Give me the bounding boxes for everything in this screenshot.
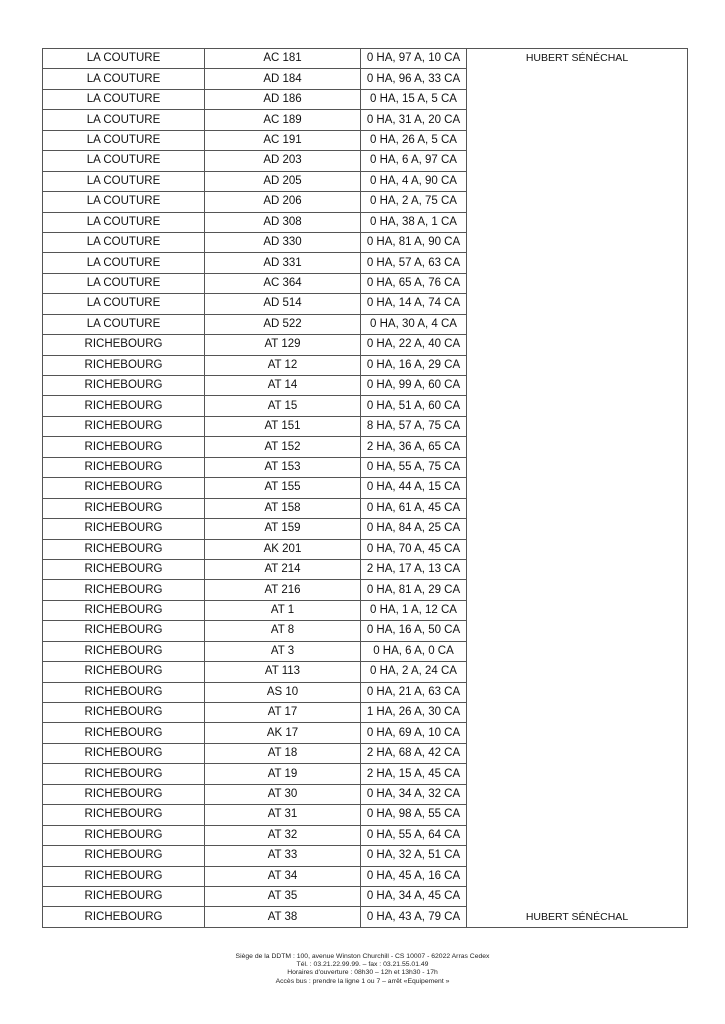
commune-cell: LA COUTURE — [43, 253, 205, 273]
parcel-cell: AT 30 — [205, 784, 361, 804]
owner-cell — [467, 846, 688, 866]
area-cell: 0 HA, 55 A, 64 CA — [361, 825, 467, 845]
area-cell: 0 HA, 14 A, 74 CA — [361, 294, 467, 314]
area-cell: 0 HA, 61 A, 45 CA — [361, 498, 467, 518]
commune-cell: LA COUTURE — [43, 314, 205, 334]
parcel-cell: AT 153 — [205, 457, 361, 477]
area-cell: 1 HA, 26 A, 30 CA — [361, 703, 467, 723]
commune-cell: RICHEBOURG — [43, 621, 205, 641]
commune-cell: RICHEBOURG — [43, 764, 205, 784]
parcel-cell: AT 18 — [205, 743, 361, 763]
commune-cell: LA COUTURE — [43, 89, 205, 109]
area-cell: 2 HA, 17 A, 13 CA — [361, 559, 467, 579]
table-row — [43, 335, 688, 355]
table-row — [43, 253, 688, 273]
commune-cell: LA COUTURE — [43, 69, 205, 89]
commune-cell: LA COUTURE — [43, 273, 205, 293]
area-cell: 0 HA, 43 A, 79 CA — [361, 907, 467, 927]
table-row — [43, 89, 688, 109]
area-cell: 0 HA, 98 A, 55 CA — [361, 805, 467, 825]
owner-cell — [467, 743, 688, 763]
table-row — [43, 723, 688, 743]
owner-cell — [467, 130, 688, 150]
area-cell: 2 HA, 36 A, 65 CA — [361, 437, 467, 457]
owner-cell — [467, 171, 688, 191]
parcel-cell: AT 12 — [205, 355, 361, 375]
area-cell: 0 HA, 57 A, 63 CA — [361, 253, 467, 273]
parcel-cell: AK 17 — [205, 723, 361, 743]
table-row — [43, 703, 688, 723]
commune-cell: RICHEBOURG — [43, 335, 205, 355]
commune-cell: RICHEBOURG — [43, 825, 205, 845]
table-row — [43, 846, 688, 866]
table-row — [43, 457, 688, 477]
commune-cell: RICHEBOURG — [43, 478, 205, 498]
parcel-cell: AK 201 — [205, 539, 361, 559]
owner-cell — [467, 723, 688, 743]
parcel-cell: AT 158 — [205, 498, 361, 518]
owner-cell — [467, 641, 688, 661]
parcel-cell: AT 159 — [205, 519, 361, 539]
commune-cell: LA COUTURE — [43, 192, 205, 212]
table-row — [43, 110, 688, 130]
commune-cell: RICHEBOURG — [43, 498, 205, 518]
area-cell: 0 HA, 81 A, 90 CA — [361, 232, 467, 252]
parcel-cell: AT 155 — [205, 478, 361, 498]
table-row — [43, 396, 688, 416]
area-cell: 0 HA, 21 A, 63 CA — [361, 682, 467, 702]
area-cell: 0 HA, 44 A, 15 CA — [361, 478, 467, 498]
table-row — [43, 825, 688, 845]
table-row — [43, 580, 688, 600]
owner-cell — [467, 110, 688, 130]
owner-cell — [467, 784, 688, 804]
area-cell: 0 HA, 30 A, 4 CA — [361, 314, 467, 334]
owner-cell — [467, 69, 688, 89]
commune-cell: RICHEBOURG — [43, 396, 205, 416]
parcel-cell: AT 33 — [205, 846, 361, 866]
table-row — [43, 498, 688, 518]
commune-cell: RICHEBOURG — [43, 866, 205, 886]
table-row — [43, 355, 688, 375]
owner-cell — [467, 825, 688, 845]
area-cell: 8 HA, 57 A, 75 CA — [361, 416, 467, 436]
commune-cell: RICHEBOURG — [43, 457, 205, 477]
area-cell: 0 HA, 15 A, 5 CA — [361, 89, 467, 109]
footer-phone-fax: Tél. : 03.21.22.99.99. – fax : 03.21.55.01.49 — [296, 961, 429, 969]
commune-cell: RICHEBOURG — [43, 600, 205, 620]
owner-cell — [467, 355, 688, 375]
parcel-cell: AD 522 — [205, 314, 361, 334]
area-cell: 0 HA, 2 A, 24 CA — [361, 662, 467, 682]
owner-cell — [467, 212, 688, 232]
table-row — [43, 273, 688, 293]
owner-cell — [467, 335, 688, 355]
table-row — [43, 212, 688, 232]
parcel-cell: AT 14 — [205, 376, 361, 396]
parcel-cell: AT 35 — [205, 886, 361, 906]
parcel-cell: AC 181 — [205, 49, 361, 69]
commune-cell: RICHEBOURG — [43, 437, 205, 457]
table-row — [43, 130, 688, 150]
area-cell: 0 HA, 1 A, 12 CA — [361, 600, 467, 620]
table-row — [43, 151, 688, 171]
parcel-cell: AC 191 — [205, 130, 361, 150]
owner-name-bottom: HUBERT SÉNÉCHAL — [467, 907, 688, 927]
parcel-cell: AT 216 — [205, 580, 361, 600]
table-row — [43, 539, 688, 559]
owner-cell — [467, 600, 688, 620]
area-cell: 2 HA, 15 A, 45 CA — [361, 764, 467, 784]
area-cell: 0 HA, 55 A, 75 CA — [361, 457, 467, 477]
owner-cell — [467, 396, 688, 416]
owner-cell — [467, 662, 688, 682]
parcel-cell: AT 32 — [205, 825, 361, 845]
area-cell: 0 HA, 84 A, 25 CA — [361, 519, 467, 539]
table-row — [43, 232, 688, 252]
table-row — [43, 907, 688, 927]
commune-cell: RICHEBOURG — [43, 805, 205, 825]
commune-cell: RICHEBOURG — [43, 703, 205, 723]
commune-cell: RICHEBOURG — [43, 723, 205, 743]
commune-cell: LA COUTURE — [43, 130, 205, 150]
table-row — [43, 49, 688, 69]
area-cell: 0 HA, 6 A, 97 CA — [361, 151, 467, 171]
owner-cell — [467, 866, 688, 886]
table-row — [43, 682, 688, 702]
commune-cell: RICHEBOURG — [43, 743, 205, 763]
table-row — [43, 600, 688, 620]
owner-cell — [467, 539, 688, 559]
table-row — [43, 784, 688, 804]
commune-cell: LA COUTURE — [43, 294, 205, 314]
commune-cell: LA COUTURE — [43, 212, 205, 232]
owner-name-top: HUBERT SÉNÉCHAL — [467, 49, 688, 69]
owner-cell — [467, 621, 688, 641]
footer-opening-hours: Horaires d'ouverture : 08h30 – 12h et 13h30 - 17h — [287, 969, 438, 977]
table-row — [43, 437, 688, 457]
owner-cell — [467, 437, 688, 457]
commune-cell: RICHEBOURG — [43, 907, 205, 927]
parcel-cell: AT 152 — [205, 437, 361, 457]
page-footer — [0, 953, 725, 986]
owner-cell — [467, 703, 688, 723]
footer-bus-access: Accès bus : prendre la ligne 1 ou 7 – arrêt «Equipement » — [275, 977, 450, 985]
area-cell: 0 HA, 70 A, 45 CA — [361, 539, 467, 559]
area-cell: 0 HA, 81 A, 29 CA — [361, 580, 467, 600]
parcel-cell: AT 31 — [205, 805, 361, 825]
area-cell: 0 HA, 16 A, 50 CA — [361, 621, 467, 641]
parcel-cell: AT 8 — [205, 621, 361, 641]
owner-cell — [467, 192, 688, 212]
parcel-table — [42, 48, 688, 928]
owner-cell — [467, 376, 688, 396]
owner-cell — [467, 764, 688, 784]
owner-cell — [467, 151, 688, 171]
area-cell: 0 HA, 31 A, 20 CA — [361, 110, 467, 130]
parcel-cell: AD 186 — [205, 89, 361, 109]
commune-cell: LA COUTURE — [43, 171, 205, 191]
commune-cell: RICHEBOURG — [43, 519, 205, 539]
commune-cell: LA COUTURE — [43, 151, 205, 171]
parcel-cell: AT 15 — [205, 396, 361, 416]
parcel-cell: AT 38 — [205, 907, 361, 927]
owner-cell — [467, 478, 688, 498]
commune-cell: RICHEBOURG — [43, 846, 205, 866]
parcel-cell: AT 151 — [205, 416, 361, 436]
parcel-cell: AD 206 — [205, 192, 361, 212]
table-row — [43, 192, 688, 212]
parcel-cell: AT 34 — [205, 866, 361, 886]
commune-cell: RICHEBOURG — [43, 355, 205, 375]
owner-cell — [467, 89, 688, 109]
area-cell: 0 HA, 22 A, 40 CA — [361, 335, 467, 355]
parcel-cell: AT 129 — [205, 335, 361, 355]
parcel-cell: AD 330 — [205, 232, 361, 252]
area-cell: 0 HA, 16 A, 29 CA — [361, 355, 467, 375]
parcel-cell: AT 1 — [205, 600, 361, 620]
owner-cell — [467, 294, 688, 314]
area-cell: 0 HA, 99 A, 60 CA — [361, 376, 467, 396]
commune-cell: RICHEBOURG — [43, 682, 205, 702]
parcel-cell: AC 189 — [205, 110, 361, 130]
parcel-cell: AD 205 — [205, 171, 361, 191]
parcel-cell: AD 331 — [205, 253, 361, 273]
table-row — [43, 662, 688, 682]
parcel-cell: AC 364 — [205, 273, 361, 293]
area-cell: 0 HA, 65 A, 76 CA — [361, 273, 467, 293]
area-cell: 0 HA, 32 A, 51 CA — [361, 846, 467, 866]
area-cell: 0 HA, 96 A, 33 CA — [361, 69, 467, 89]
area-cell: 0 HA, 45 A, 16 CA — [361, 866, 467, 886]
table-row — [43, 805, 688, 825]
owner-cell — [467, 559, 688, 579]
commune-cell: RICHEBOURG — [43, 416, 205, 436]
table-row — [43, 314, 688, 334]
table-row — [43, 519, 688, 539]
table-row — [43, 416, 688, 436]
commune-cell: LA COUTURE — [43, 49, 205, 69]
owner-cell — [467, 498, 688, 518]
owner-cell — [467, 314, 688, 334]
owner-cell — [467, 253, 688, 273]
parcel-cell: AD 514 — [205, 294, 361, 314]
table-row — [43, 171, 688, 191]
parcel-cell: AT 3 — [205, 641, 361, 661]
table-row — [43, 69, 688, 89]
commune-cell: RICHEBOURG — [43, 886, 205, 906]
owner-cell — [467, 886, 688, 906]
commune-cell: LA COUTURE — [43, 110, 205, 130]
table-row — [43, 376, 688, 396]
area-cell: 2 HA, 68 A, 42 CA — [361, 743, 467, 763]
commune-cell: LA COUTURE — [43, 232, 205, 252]
table-row — [43, 559, 688, 579]
parcel-cell: AS 10 — [205, 682, 361, 702]
area-cell: 0 HA, 34 A, 45 CA — [361, 886, 467, 906]
parcel-cell: AT 113 — [205, 662, 361, 682]
parcel-cell: AT 19 — [205, 764, 361, 784]
footer-address: Siège de la DDTM : 100, avenue Winston Churchill - CS 10007 - 62022 Arras Cedex — [235, 953, 490, 960]
owner-cell — [467, 273, 688, 293]
owner-cell — [467, 805, 688, 825]
area-cell: 0 HA, 69 A, 10 CA — [361, 723, 467, 743]
area-cell: 0 HA, 26 A, 5 CA — [361, 130, 467, 150]
commune-cell: RICHEBOURG — [43, 376, 205, 396]
table-row — [43, 641, 688, 661]
parcel-cell: AD 203 — [205, 151, 361, 171]
table-row — [43, 294, 688, 314]
owner-cell — [467, 682, 688, 702]
table-row — [43, 886, 688, 906]
parcel-cell: AD 184 — [205, 69, 361, 89]
area-cell: 0 HA, 6 A, 0 CA — [361, 641, 467, 661]
area-cell: 0 HA, 97 A, 10 CA — [361, 49, 467, 69]
commune-cell: RICHEBOURG — [43, 580, 205, 600]
area-cell: 0 HA, 2 A, 75 CA — [361, 192, 467, 212]
commune-cell: RICHEBOURG — [43, 641, 205, 661]
owner-cell — [467, 580, 688, 600]
commune-cell: RICHEBOURG — [43, 539, 205, 559]
area-cell: 0 HA, 34 A, 32 CA — [361, 784, 467, 804]
parcel-cell: AD 308 — [205, 212, 361, 232]
owner-cell — [467, 519, 688, 539]
commune-cell: RICHEBOURG — [43, 662, 205, 682]
owner-cell — [467, 457, 688, 477]
commune-cell: RICHEBOURG — [43, 559, 205, 579]
area-cell: 0 HA, 51 A, 60 CA — [361, 396, 467, 416]
parcel-cell: AT 17 — [205, 703, 361, 723]
parcel-cell: AT 214 — [205, 559, 361, 579]
table-row — [43, 764, 688, 784]
table-row — [43, 478, 688, 498]
table-row — [43, 621, 688, 641]
commune-cell: RICHEBOURG — [43, 784, 205, 804]
area-cell: 0 HA, 4 A, 90 CA — [361, 171, 467, 191]
owner-cell — [467, 232, 688, 252]
table-row — [43, 743, 688, 763]
table-row — [43, 866, 688, 886]
owner-cell — [467, 416, 688, 436]
parcel-table-body — [43, 49, 688, 928]
area-cell: 0 HA, 38 A, 1 CA — [361, 212, 467, 232]
